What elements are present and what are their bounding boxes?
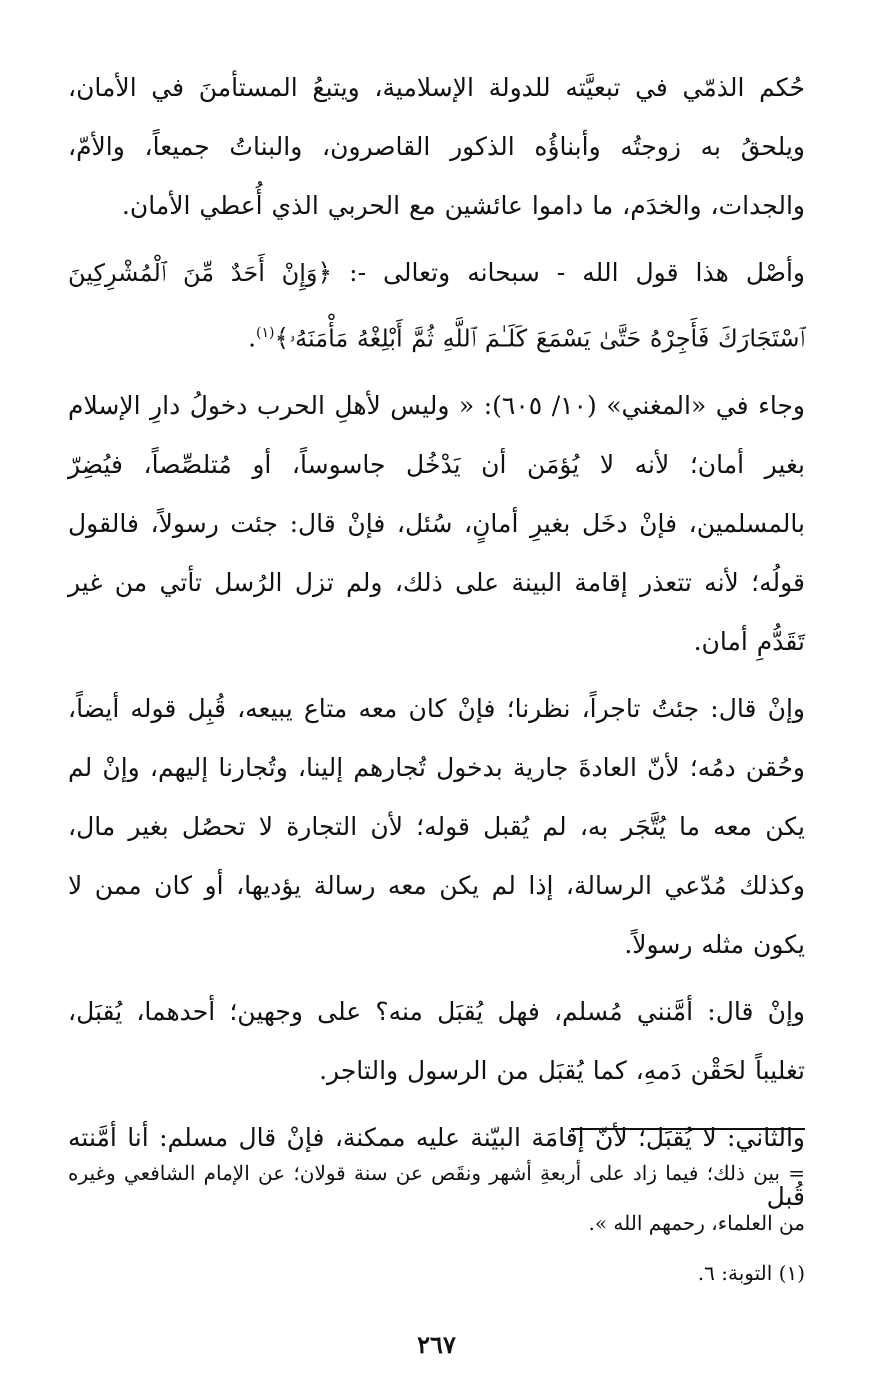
footnotes: [68, 1148, 805, 1298]
quran-lead-in: وأصْل هذا قول الله - سبحانه وتعالى -:: [349, 258, 805, 287]
footnote-continuation: = بين ذلك؛ فيما زاد على أربعةِ أشهر ونقَص عن سنة قولان؛ عن الإمام الشافعي وغيره من العلماء، رحمهم الله ».: [68, 1161, 805, 1235]
quran-close-bracket: ﴾: [274, 323, 290, 353]
main-text: [68, 58, 805, 1234]
paragraph-2-quran-citation: [68, 243, 805, 368]
paragraph-1: حُكم الذمّي في تبعيَّته للدولة الإسلامية، ويتبعُ المستأمنَ في الأمان، ويلحقُ به زوجتُه وأبناؤُه الذكور القاصرون، والبناتُ جميعاً، والأمّ، والجدات، والخدَم، ما داموا عائشين مع الحربي الذي أُعطي الأمان.: [68, 73, 805, 220]
paragraph-2-tail: .: [248, 323, 257, 353]
paragraph-5: وإنْ قال: أمَّنني مُسلم، فهل يُقبَل منه؟ على وجهين؛ أحدهما، يُقبَل، تغليباً لحَقْن دَمهِ، كما يُقبَل من الرسول والتاجر.: [68, 997, 805, 1086]
paragraph-6: والثاني: لا يُقبَل؛ لأنّ إقامَة البيّنة عليه ممكنة، فإنْ قال مسلم: أنا أمَّنته قُبل: [68, 1123, 805, 1212]
quran-verse: وَإِنْ أَحَدٌ مِّنَ ٱلْمُشْرِكِينَ ٱسْتَجَارَكَ فَأَجِرْهُ حَتَّىٰ يَسْمَعَ كَلَـٰمَ ٱللَّهِ ثُمَّ أَبْلِغْهُ مَأْمَنَهُۥ: [68, 259, 805, 353]
footnote-divider: [571, 1128, 805, 1130]
paragraph-4: وإنْ قال: جئتُ تاجراً، نظرنا؛ فإنْ كان معه متاع يبيعه، قُبِل قوله أيضاً، وحُقن دمُه؛ لأنّ العادةَ جارية بدخول تُجارهم إلينا، وتُجارنا إليهم، وإنْ لم يكن معه ما يُتَّجَر به، لم يُقبل قوله؛ لأن التجارة لا تحصُل بغير مال، وكذلك مُدّعي الرسالة، إذا لم يكن معه رسالة يؤديها، أو كان ممن لا يكون مثله رسولاً.: [68, 694, 805, 960]
footnote-reference: (١): [256, 325, 275, 341]
page-number: ٢٦٧: [417, 1330, 456, 1359]
paragraph-3: وجاء في «المغني» (١٠/ ٦٠٥): « وليس لأهلِ الحرب دخولُ دارِ الإسلام بغير أمان؛ لأنه لا يُؤمَن أن يَدْخُل جاسوساً، أو مُتلصِّصاً، فيُضِرّ بالمسلمين، فإنْ دخَل بغيرِ أمانٍ، سُئل، فإنْ قال: جئت رسولاً، فالقول قولُه؛ لأنه تتعذر إقامة البينة على ذلك، ولم تزل الرُسل تأتي من غير تَقَدُّمِ أمان.: [68, 391, 805, 657]
footnote-1: (١) التوبة: ٦.: [697, 1261, 805, 1285]
quran-open-bracket: ﴿: [317, 258, 333, 287]
